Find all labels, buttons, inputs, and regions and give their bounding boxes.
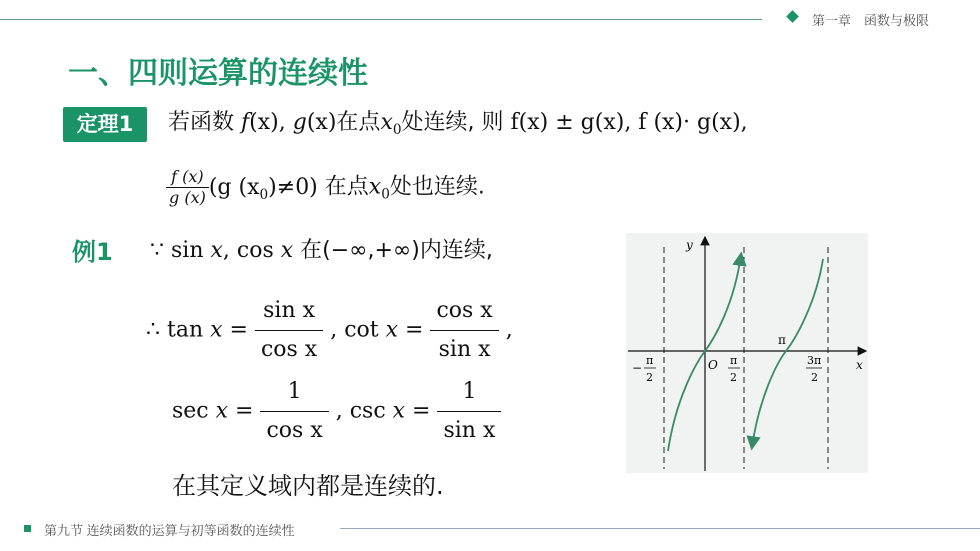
- condition-close: )≠0): [268, 174, 318, 200]
- three-half-pi-numerator: 3π: [807, 354, 822, 367]
- g-symbol: g: [292, 110, 307, 135]
- tan-denominator: cos x: [255, 330, 323, 369]
- f-arg: (x): [249, 110, 279, 135]
- also-continuous-text: 处也连续.: [389, 174, 485, 200]
- chapter-label: 第一章 函数与极限: [812, 13, 930, 28]
- nonzero-condition: [208, 174, 318, 203]
- cos-text: , cos: [222, 238, 281, 263]
- continuity-text: 处连续, 则: [401, 110, 504, 135]
- sec-denominator: cos x: [260, 411, 328, 450]
- x0-subscript: 0: [392, 121, 402, 138]
- cot-fraction: [430, 292, 498, 369]
- cot-numerator: cos x: [436, 298, 493, 323]
- example-conclusion: 在其定义域内都是连续的.: [172, 472, 444, 500]
- sec-fraction: [260, 373, 328, 450]
- example-label: 例1: [72, 238, 113, 266]
- neg-half-pi-numerator: π: [646, 354, 654, 367]
- half-pi-denominator: 2: [730, 371, 737, 384]
- section-label: 第九节 连续函数的运算与初等函数的连续性: [44, 523, 295, 538]
- square-bullet-icon: [24, 525, 31, 532]
- tan-numerator: sin x: [263, 298, 316, 323]
- header-rule: [0, 19, 762, 20]
- cot-text: , cot: [323, 317, 386, 343]
- equals-sign: =: [228, 398, 261, 424]
- diamond-icon: [786, 10, 799, 23]
- y-axis-label: y: [686, 238, 693, 252]
- csc-numerator: 1: [462, 379, 477, 404]
- because-sin: ∵ sin: [150, 238, 211, 263]
- equals-sign: =: [398, 317, 431, 343]
- csc-denominator: sin x: [437, 411, 501, 450]
- x0-symbol: x: [380, 110, 393, 135]
- condition-subscript: 0: [259, 186, 269, 203]
- x-symbol: x: [215, 398, 229, 424]
- pi-label: π: [778, 333, 786, 347]
- trailing-comma: ,: [498, 317, 513, 343]
- quotient-fraction: [166, 167, 209, 208]
- theorem-statement-line-1: [168, 108, 748, 145]
- three-half-pi-denominator: 2: [811, 371, 818, 384]
- equals-sign: =: [405, 398, 438, 424]
- premise-tail: 在(−∞,+∞)内连续,: [293, 238, 493, 263]
- tangent-graph: [626, 233, 868, 473]
- footer-rule: [340, 528, 980, 529]
- x-symbol: x: [210, 317, 223, 343]
- f-symbol: f: [241, 110, 250, 135]
- separator: ,: [278, 110, 286, 135]
- x-symbol: x: [210, 238, 223, 263]
- theorem-badge: 定理1: [63, 107, 147, 142]
- at-point-text: 在点: [336, 110, 381, 135]
- example-premise: [150, 236, 493, 266]
- theorem-lead: 若函数: [168, 110, 235, 135]
- x-symbol: x: [280, 238, 294, 263]
- equals-sign: =: [222, 317, 255, 343]
- sec-csc-equation: [172, 373, 501, 450]
- x-symbol: x: [392, 398, 406, 424]
- fraction-numerator: f (x): [171, 167, 204, 186]
- x-symbol: x: [385, 317, 399, 343]
- csc-fraction: [437, 373, 501, 450]
- tan-cot-equation: [146, 292, 513, 369]
- tan-fraction: [255, 292, 323, 369]
- x0-subscript: 0: [381, 186, 390, 203]
- sec-numerator: 1: [287, 379, 302, 404]
- therefore-tan: ∴ tan: [146, 317, 211, 343]
- operations-expression: f(x) ± g(x), f (x)· g(x),: [510, 110, 748, 135]
- x-axis-label: x: [856, 358, 863, 372]
- slide-title: 一、四则运算的连续性: [68, 56, 368, 91]
- graph-panel: [626, 233, 868, 473]
- csc-text: , csc: [328, 398, 393, 424]
- origin-label: O: [708, 358, 718, 372]
- cot-denominator: sin x: [430, 330, 498, 369]
- neg-half-pi-denominator: 2: [646, 371, 653, 384]
- condition-open: (g (x: [208, 174, 260, 200]
- at-point-text: 在点: [324, 174, 369, 200]
- fraction-denominator: g (x): [166, 187, 209, 208]
- neg-sign: −: [632, 361, 643, 375]
- x0-symbol: x: [368, 174, 382, 200]
- half-pi-numerator: π: [730, 354, 738, 367]
- theorem-statement-line-2: [166, 167, 485, 209]
- g-arg: (x): [306, 110, 337, 135]
- sec-text: sec: [172, 398, 216, 424]
